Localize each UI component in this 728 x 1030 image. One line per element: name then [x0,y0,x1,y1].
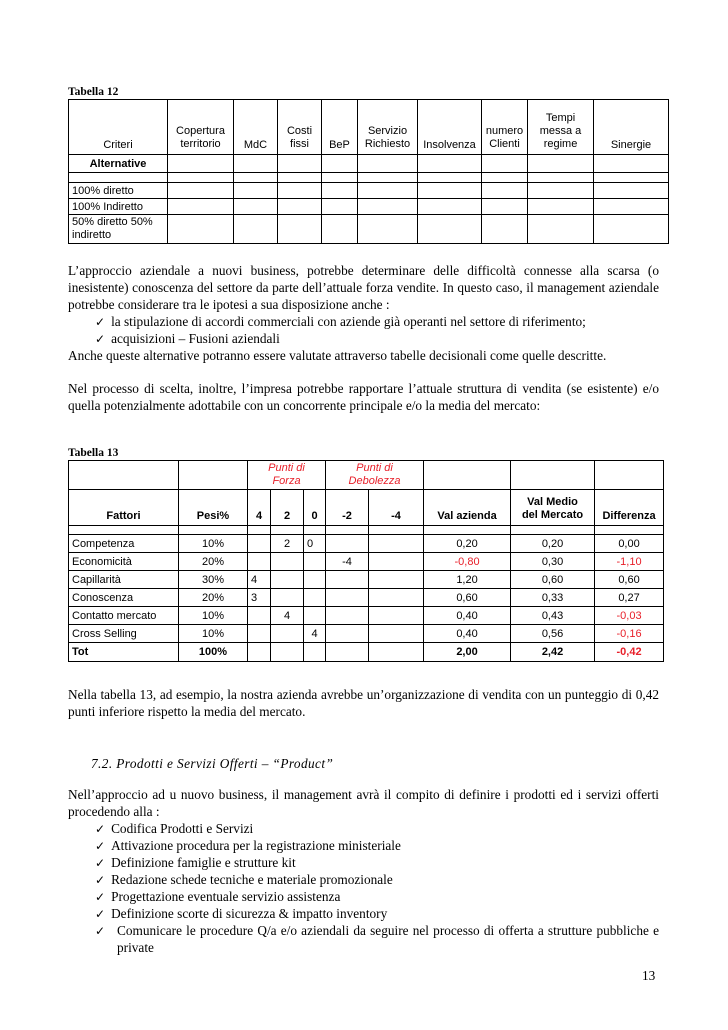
checkmark-icon: ✓ [95,924,106,938]
bullet-item: ✓ Comunicare le procedure Q/a e/o aziendali da seguire nel processo di offerta a strutture pubbliche e private [95,923,659,955]
checkmark-icon: ✓ [95,856,106,870]
t12-alternative-label: Alternative [69,155,168,173]
bullet-item: ✓ acquisizioni – Fusioni aziendali [95,331,280,346]
t13-punti-forza: Punti di Forza [248,461,326,490]
t13-header-pesi: Pesi% [179,490,248,526]
table-row: Contatto mercato 10% 4 0,40 0,43 -0,03 [69,607,664,625]
paragraph-approccio: L’approccio aziendale a nuovi business, potrebbe determinare delle difficoltà connesse alla scarsa (o inesistente) conoscenza del settore da parte dell’attuale forza vendite. In questo caso, il management aziendale potrebbe considerare tra le ipotesi a sua disposizione anche : [68,263,659,312]
t12-header-costi: Costi fissi [278,100,322,155]
t12-row-label: 100% Indiretto [69,199,168,215]
table-13-caption: Tabella 13 [68,447,119,459]
bullet-item: ✓ Definizione scorte di sicurezza & impatto inventory [95,906,388,921]
table-total-row: Tot 100% 2,00 2,42 -0,42 [69,643,664,662]
t12-header-mdc: MdC [234,100,278,155]
checkmark-icon: ✓ [95,839,106,853]
bullet-item: ✓ Definizione famiglie e strutture kit [95,855,296,870]
table-row: Cross Selling 10% 4 0,40 0,56 -0,16 [69,625,664,643]
checkmark-icon: ✓ [95,873,106,887]
t13-header-fattori: Fattori [69,490,179,526]
table-row: Conoscenza 20% 3 0,60 0,33 0,27 [69,589,664,607]
bullet-item: ✓ la stipulazione di accordi commerciali con aziende già operanti nel settore di riferimento; [95,314,586,329]
t13-header-score: 4 [248,490,271,526]
bullet-item: ✓ Attivazione procedura per la registrazione ministeriale [95,838,401,853]
t12-header-tempi: Tempi messa a regime [528,100,594,155]
checkmark-icon: ✓ [95,332,106,346]
table-row: Competenza 10% 2 0 0,20 0,20 0,00 [69,535,664,553]
t12-row-label: 50% diretto 50% indiretto [69,215,168,244]
page-number: 13 [642,968,656,983]
t13-header-val-medio: Val Medio del Mercato [511,490,595,526]
t12-header-bep: BeP [322,100,358,155]
table-row: Economicità 20% -4 -0,80 0,30 -1,10 [69,553,664,571]
t13-header-score: 0 [304,490,326,526]
checkmark-icon: ✓ [95,822,106,836]
t13-header-val-azienda: Val azienda [424,490,511,526]
paragraph-nuovo-business: Nell’approccio ad u nuovo business, il management avrà il compito di definire i prodotti ed i servizi offerti procedendo alla : [68,787,659,819]
bullet-item: ✓ Redazione schede tecniche e materiale promozionale [95,872,393,887]
t13-header-differenza: Differenza [595,490,664,526]
t13-header-score: -2 [326,490,369,526]
t12-header-servizio: Servizio Richiesto [358,100,418,155]
t13-header-score: 2 [271,490,304,526]
t12-header-criteri: Criteri [69,100,168,155]
t12-header-insolvenza: Insolvenza [418,100,482,155]
bullet-item: ✓ Progettazione eventuale servizio assistenza [95,889,341,904]
t12-row-label: 100% diretto [69,183,168,199]
checkmark-icon: ✓ [95,315,106,329]
t13-header-score: -4 [369,490,424,526]
paragraph-tabella-13: Nella tabella 13, ad esempio, la nostra azienda avrebbe un’organizzazione di vendita con un punteggio di 0,42 punti inferiore rispetto la media del mercato. [68,687,659,719]
table-13 [68,460,664,662]
paragraph-alternative: Anche queste alternative potranno essere valutate attraverso tabelle decisionali come quelle descritte. [68,348,607,363]
section-title: 7.2. Prodotti e Servizi Offerti – “Product” [91,756,334,771]
t12-header-sinergie: Sinergie [594,100,669,155]
t12-header-copertura: Copertura territorio [168,100,234,155]
t12-header-numero: numero Clienti [482,100,528,155]
checkmark-icon: ✓ [95,907,106,921]
bullet-item: ✓ Codifica Prodotti e Servizi [95,821,254,836]
table-12-caption: Tabella 12 [68,86,119,98]
paragraph-processo: Nel processo di scelta, inoltre, l’impresa potrebbe rapportare l’attuale struttura di vendita (se esistente) e/o quella potenzialmente adottabile con un concorrente principale e/o la media del mercato: [68,381,659,413]
table-row: Capillarità 30% 4 1,20 0,60 0,60 [69,571,664,589]
t13-punti-debolezza: Punti di Debolezza [326,461,424,490]
table-12 [68,99,669,244]
checkmark-icon: ✓ [95,890,106,904]
